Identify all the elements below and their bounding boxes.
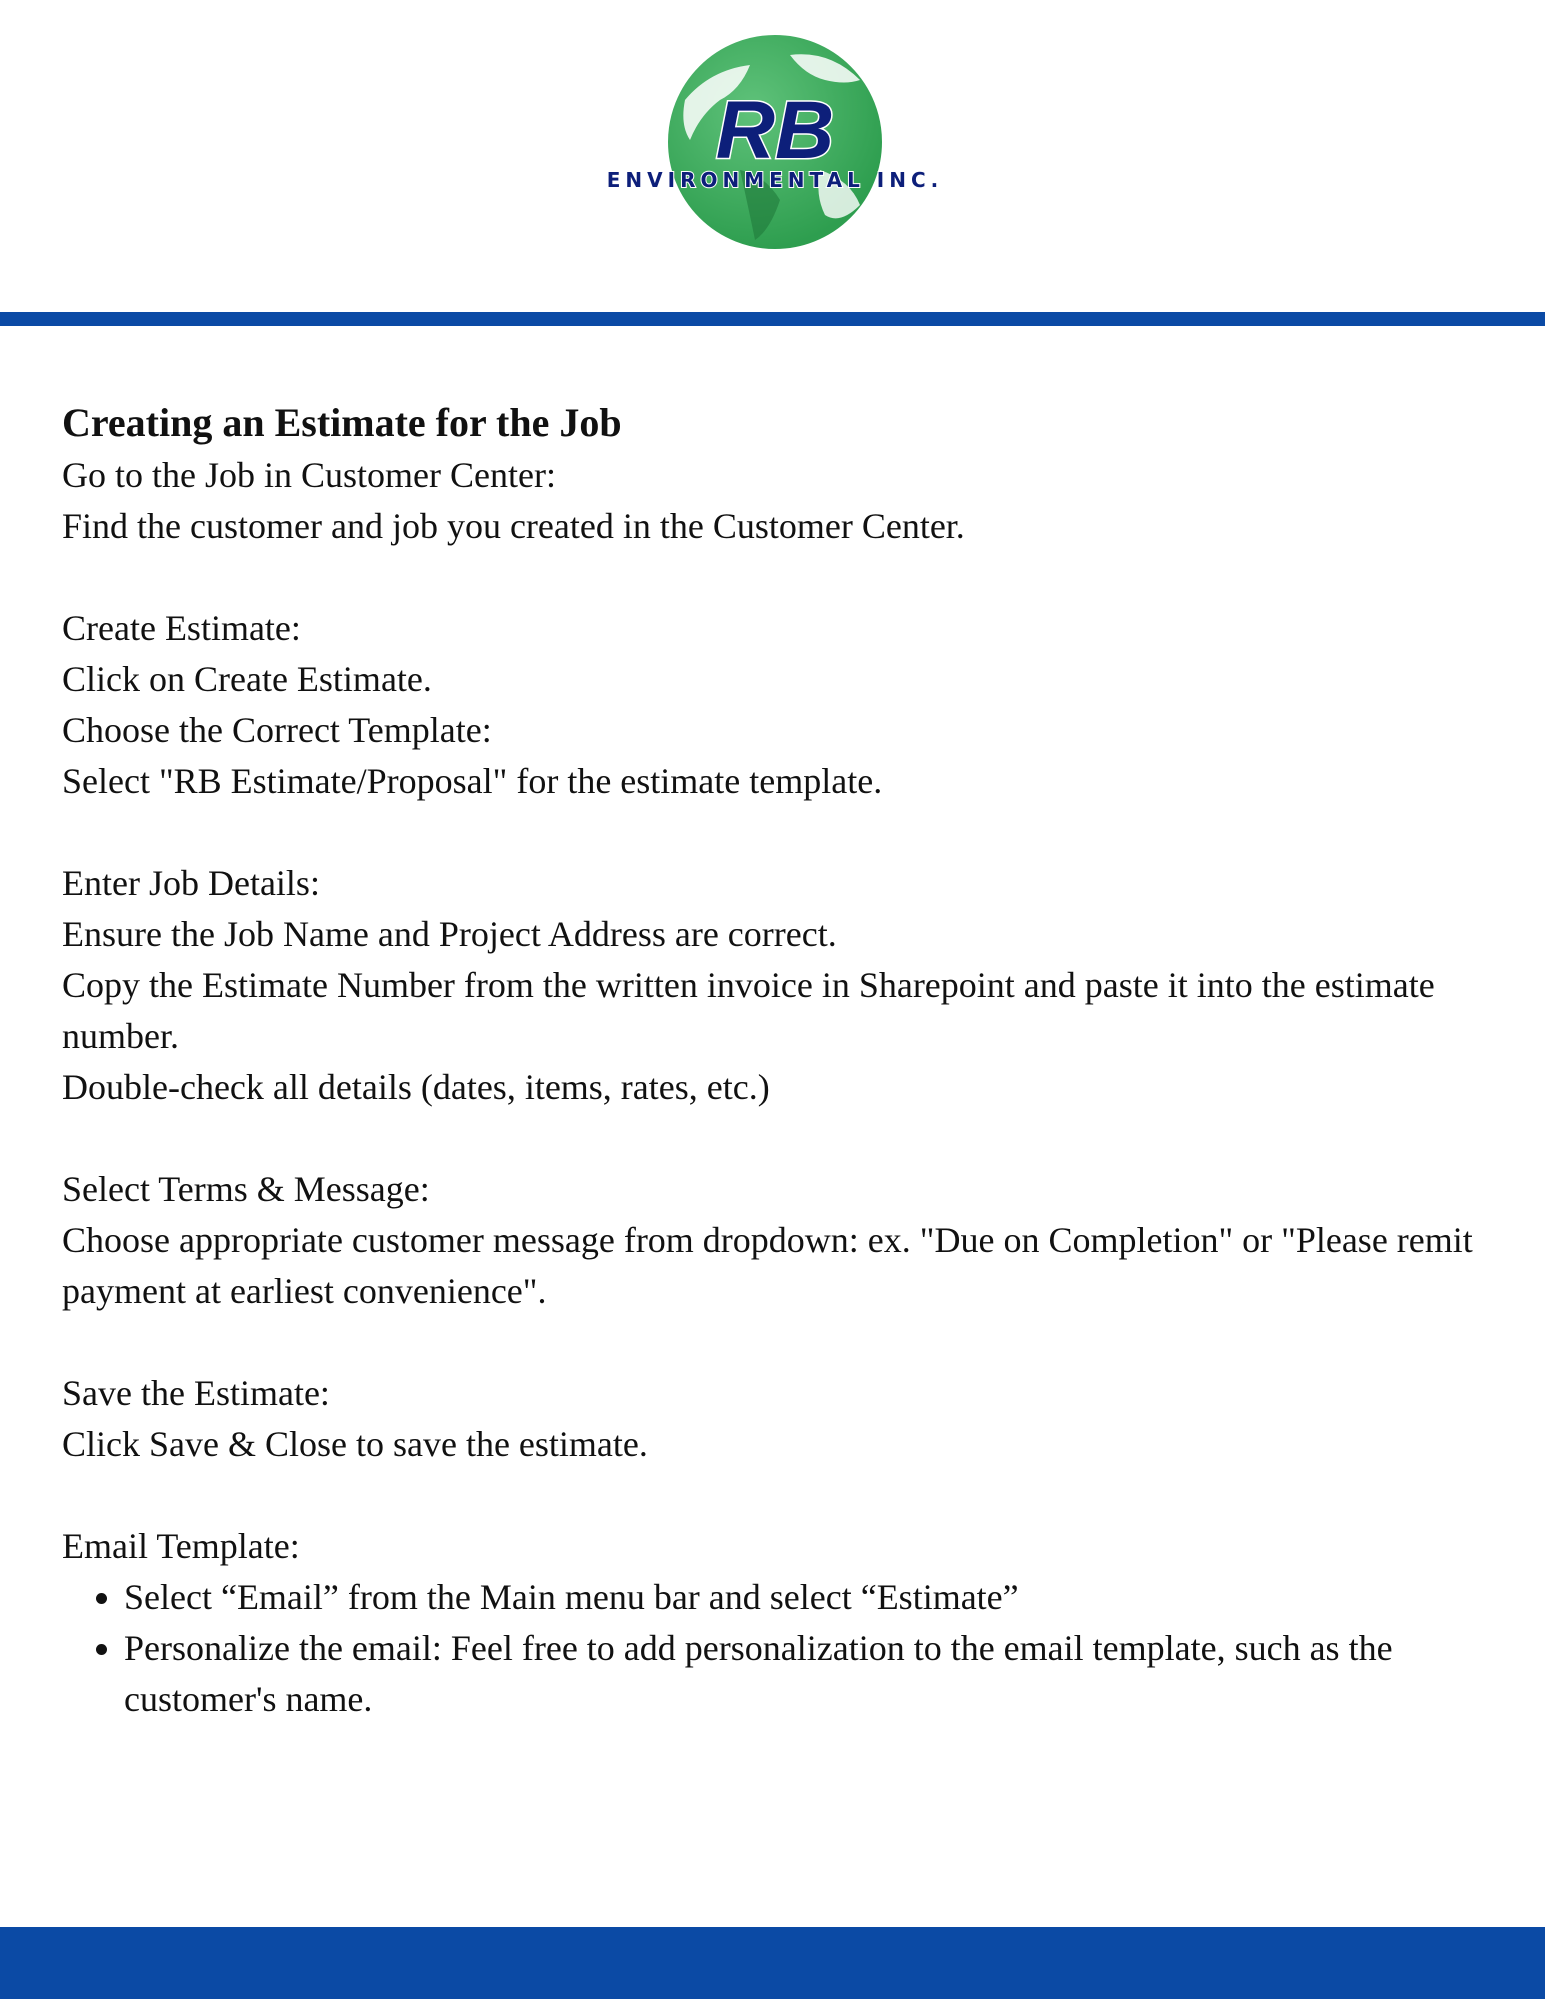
section-heading: Email Template: <box>62 1526 300 1566</box>
list-item: • Personalize the email: Feel free to add personalization to the email template, such as the customer's name. <box>124 1623 1492 1725</box>
email-steps-list <box>62 1572 1492 1725</box>
section-line: Ensure the Job Name and Project Address are correct. <box>62 914 837 954</box>
header-divider <box>0 312 1545 326</box>
footer-bar <box>0 1927 1545 1999</box>
page-title: Creating an Estimate for the Job <box>62 400 622 445</box>
section-line: Click on Create Estimate. <box>62 659 432 699</box>
section-heading: Save the Estimate: <box>62 1373 330 1413</box>
section-line: Select "RB Estimate/Proposal" for the estimate template. <box>62 761 883 801</box>
section-heading: Enter Job Details: <box>62 863 320 903</box>
document-body <box>62 396 1492 1725</box>
section-heading: Go to the Job in Customer Center: <box>62 455 556 495</box>
section-line: Copy the Estimate Number from the written invoice in Sharepoint and paste it into the estimate number. <box>62 965 1435 1056</box>
section-line: Double-check all details (dates, items, rates, etc.) <box>62 1067 770 1107</box>
section-heading: Select Terms & Message: <box>62 1169 430 1209</box>
section-line: Choose the Correct Template: <box>62 710 492 750</box>
section-line: Click Save & Close to save the estimate. <box>62 1424 648 1464</box>
section-heading: Create Estimate: <box>62 608 301 648</box>
logo-company-name: ENVIRONMENTAL INC. <box>606 168 944 192</box>
section-line: Choose appropriate customer message from dropdown: ex. "Due on Completion" or "Please remit payment at earliest convenience". <box>62 1220 1473 1311</box>
list-item: • Select “Email” from the Main menu bar and select “Estimate” <box>124 1572 1492 1623</box>
section-line: Find the customer and job you created in the Customer Center. <box>62 506 965 546</box>
company-logo <box>590 30 960 260</box>
logo-monogram: RB <box>715 85 835 176</box>
